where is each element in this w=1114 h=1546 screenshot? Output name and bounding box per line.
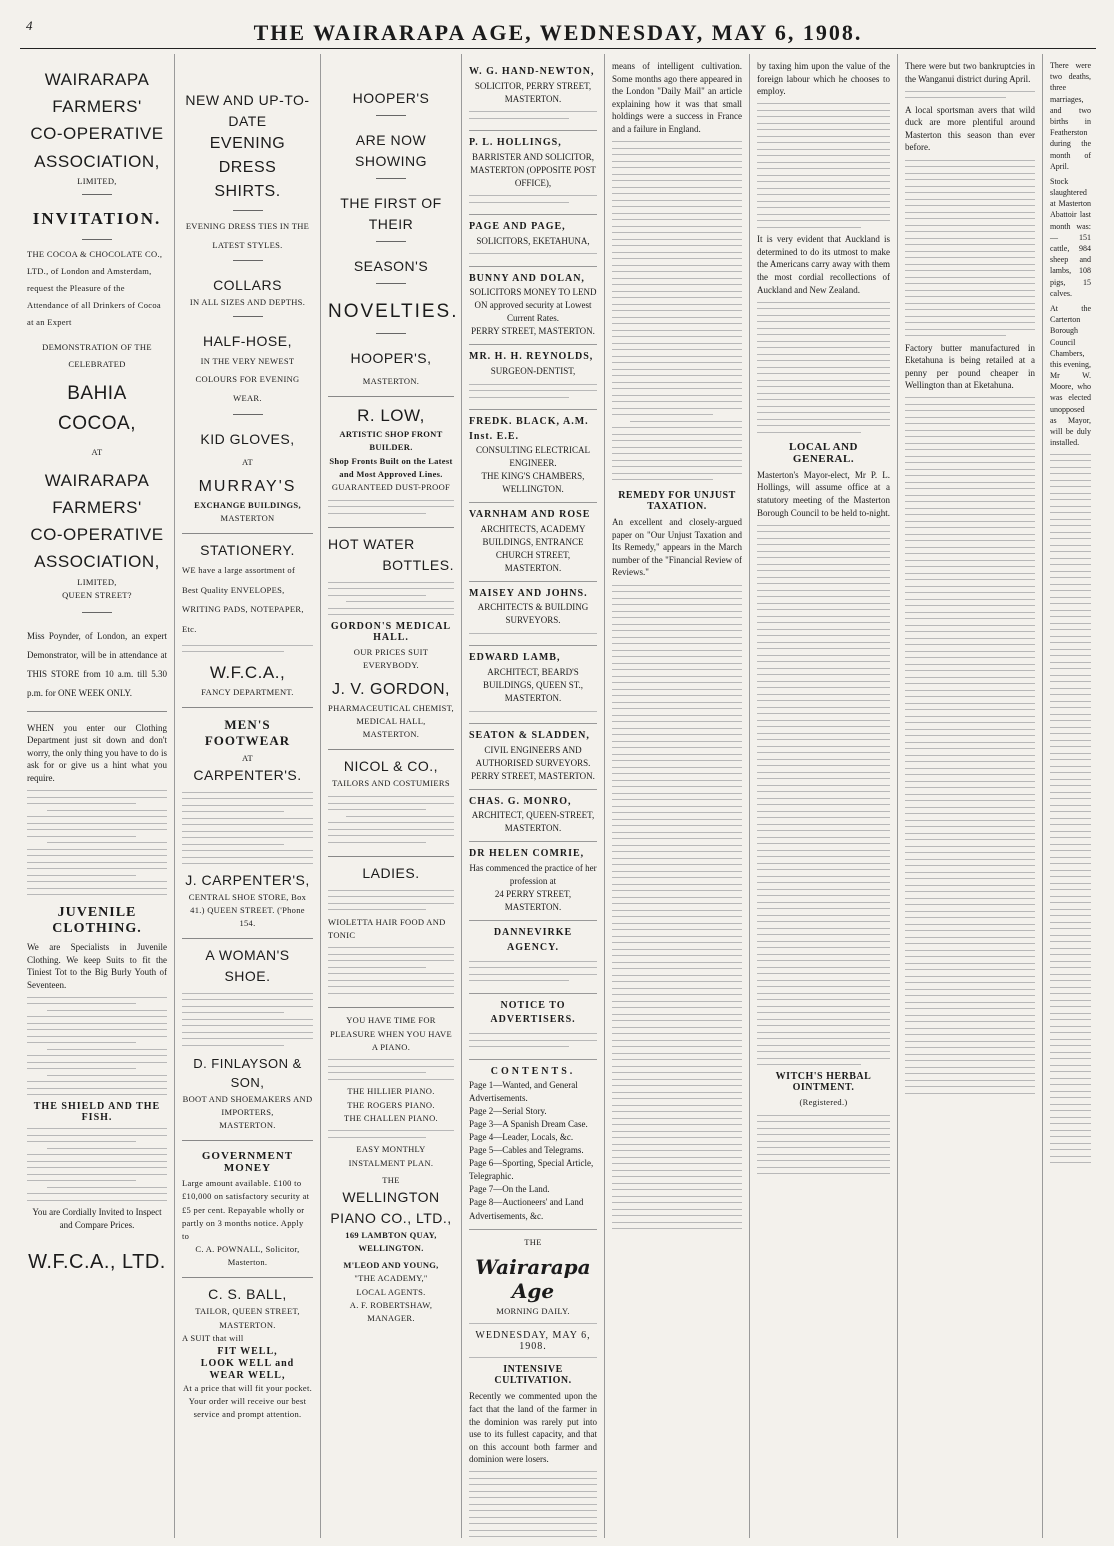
half-hose-sub: IN THE VERY NEWEST COLOURS FOR EVENING WEAR. bbox=[195, 355, 300, 403]
hot-water: HOT WATER bbox=[328, 536, 415, 553]
ointment-sub: (Registered.) bbox=[799, 1097, 848, 1108]
wfca2-name-2: FARMERS' bbox=[52, 498, 142, 518]
column-6 bbox=[750, 54, 898, 1538]
low-name: R. LOW, bbox=[357, 405, 425, 425]
column-4 bbox=[462, 54, 605, 1538]
wellington-piano: WELLINGTON PIANO CO., LTD., bbox=[330, 1188, 452, 1226]
demonstration: DEMONSTRATION OF THE CELEBRATED bbox=[42, 341, 152, 369]
finlayson-sub: BOOT AND SHOEMAKERS AND IMPORTERS, bbox=[182, 1093, 313, 1117]
poynder-notice: Miss Poynder, of London, an expert Demonstrator, will be in attendance at THIS STORE from 10 a.m. till 5.30 p.m. for ONE WEEK ONLY. bbox=[27, 630, 167, 698]
remedy-continued: by taxing him upon the value of the foreign labour which he chooses to employ. bbox=[757, 61, 890, 97]
carpenter-ad bbox=[182, 708, 313, 939]
wfca2-name-3: CO-OPERATIVE bbox=[30, 525, 164, 545]
contents-item: Page 1—Wanted, and General Advertisements. bbox=[469, 1080, 578, 1104]
contents-item: Page 2—Serial Story. bbox=[469, 1106, 547, 1117]
ball-sub: TAILOR, QUEEN STREET, MASTERTON. bbox=[195, 1306, 300, 1330]
col8-intro: There were two deaths, three marriages, and two births in Featherston during the month of April. bbox=[1050, 61, 1091, 171]
col7-intro: There were but two bankruptcies in the Wanganui district during April. bbox=[905, 61, 1035, 84]
time-for-pleasure: YOU HAVE TIME FOR PLEASURE WHEN YOU HAVE A PIANO. bbox=[330, 1015, 452, 1052]
queen-street: QUEEN STREET? bbox=[62, 589, 132, 600]
govt-money-ad bbox=[182, 1141, 313, 1278]
hot-water-ad bbox=[328, 528, 454, 750]
card-dannevirke: DANNEVIRKE AGENCY. bbox=[469, 921, 597, 994]
low-dust: GUARANTEED DUST-PROOF bbox=[331, 481, 451, 492]
wfca-cocoa-ad bbox=[27, 60, 167, 712]
local-agents: LOCAL AGENTS. bbox=[356, 1286, 426, 1297]
wioletta: WIOLETTA HAIR FOOD AND TONIC bbox=[328, 916, 446, 940]
remedy-text: An excellent and closely-argued paper on "Our Unjust Taxation and Its Remedy," appears in the March number of the "Financial Review of Reviews." bbox=[612, 517, 742, 578]
dress-line-1: NEW AND UP-TO- bbox=[185, 92, 310, 108]
clothing-intro: WHEN you enter our Clothing Department just sit down and don't worry, the only thing you have to do is ask for or give us a hint what you require. bbox=[27, 722, 167, 783]
challen-piano: THE CHALLEN PIANO. bbox=[344, 1112, 438, 1123]
leader-text: Recently we commented upon the fact that the land of the farmer in the dominion was rarely put into use to its fullest capacity, and that on this account both farmer and dominion were losers. bbox=[469, 1391, 597, 1465]
exchange-buildings: EXCHANGE BUILDINGS, bbox=[194, 499, 301, 510]
wfca-name-4: ASSOCIATION, bbox=[34, 151, 160, 171]
leader-continued-body bbox=[612, 141, 742, 480]
contents-item: Page 3—A Spanish Dream Case. bbox=[469, 1119, 588, 1130]
nicol-ad bbox=[328, 750, 454, 857]
card-monro: CHAS. G. MONRO, ARCHITECT, QUEEN-STREET, MASTERTON. bbox=[469, 790, 597, 843]
dress-line-2: DATE bbox=[228, 113, 267, 129]
robertshaw: A. F. ROBERTSHAW, MANAGER. bbox=[349, 1299, 433, 1323]
hoopers-title: HOOPER'S bbox=[352, 90, 430, 106]
first-of-their: THE FIRST OF THEIR bbox=[340, 195, 442, 232]
dress-line-3: EVENING DRESS bbox=[209, 135, 286, 176]
local-general-heading: LOCAL AND GENERAL. bbox=[789, 440, 858, 465]
card-bunny: BUNNY AND DOLAN, SOLICITORS MONEY TO LEND ON approved security at Lowest Current Rates. PERRY STREET, MASTERTON. bbox=[469, 267, 597, 346]
page-number: 4 bbox=[26, 18, 33, 33]
piano-ad bbox=[328, 1008, 454, 1333]
bottles: BOTTLES. bbox=[382, 557, 454, 574]
low-ad bbox=[328, 397, 454, 528]
wfca-name-2: FARMERS' bbox=[52, 97, 142, 117]
stationery-sub: WE have a large assortment of Best Quality ENVELOPES, WRITING PADS, NOTEPAPER, Etc. bbox=[182, 565, 304, 634]
juvenile-heading: JUVENILE CLOTHING. bbox=[52, 905, 142, 936]
card-hollings: P. L. HOLLINGS, BARRISTER AND SOLICITOR, MASTERTON (OPPOSITE POST OFFICE), bbox=[469, 131, 597, 215]
collars-sub: IN ALL SIZES AND DEPTHS. bbox=[189, 297, 306, 308]
card-black: FREDK. BLACK, A.M. Inst. E.E. CONSULTING ELECTRICAL ENGINEER. THE KING'S CHAMBERS, WELLINGTON. bbox=[469, 410, 597, 503]
ball-fit: FIT WELL, bbox=[217, 1345, 278, 1357]
card-comrie: DR HELEN COMRIE, Has commenced the practice of her profession at 24 PERRY STREET, MASTERTON. bbox=[469, 842, 597, 921]
column-1 bbox=[20, 54, 175, 1538]
contents-item: Page 7—On the Land. bbox=[469, 1184, 550, 1195]
carterton-council: At the Carterton Borough Council Chambers, this evening, Mr W. Moore, who was elected unopposed as Mayor, will be duly installed. bbox=[1050, 303, 1091, 448]
govt-sub: Large amount available. £100 to £10,000 on satisfactory security at £5 per cent. Repayable wholly or partly on 3 months notice. Apply to bbox=[182, 1178, 310, 1241]
ball-order: Your order will receive our best service and prompt attention. bbox=[188, 1396, 307, 1420]
leader-heading: INTENSIVE CULTIVATION. bbox=[494, 1364, 572, 1387]
govt-money: GOVERNMENT MONEY bbox=[201, 1150, 294, 1175]
contents-item: Page 4—Leader, Locals, &c. bbox=[469, 1132, 574, 1143]
wfca-footer: W.F.C.A., LTD. bbox=[28, 1250, 166, 1273]
medical-hall: MEDICAL HALL, MASTERTON. bbox=[356, 716, 426, 740]
hillier-piano: THE HILLIER PIANO. bbox=[347, 1086, 435, 1097]
wild-duck: A local sportsman avers that wild duck are more plentiful around Masterton this season than ever before. bbox=[905, 104, 1035, 153]
fancy-department: FANCY DEPARTMENT. bbox=[201, 686, 294, 697]
leader-continued: means of intelligent cultivation. Some months ago there appeared in the London "Daily Mail" an article explaining how it was that small holdings were a success in France and a failure in England. bbox=[612, 61, 742, 134]
paper-nameplate bbox=[469, 1230, 597, 1538]
dateline: WEDNESDAY, MAY 6, 1908. bbox=[475, 1329, 591, 1352]
hoopers-sign: HOOPER'S, bbox=[350, 349, 432, 366]
j-carpenters: J. CARPENTER'S, bbox=[185, 871, 310, 888]
ball-look: LOOK WELL and bbox=[200, 1357, 295, 1369]
carpenter-address: CENTRAL SHOE STORE, Box 41.) QUEEN STREET. ('Phone 154. bbox=[188, 891, 307, 928]
card-lamb: EDWARD LAMB, ARCHITECT, BEARD'S BUILDINGS, QUEEN ST., MASTERTON. bbox=[469, 646, 597, 724]
nameplate-the: THE bbox=[524, 1236, 542, 1247]
card-varnham: VARNHAM AND ROSE ARCHITECTS, ACADEMY BUILDINGS, ENTRANCE CHURCH STREET, MASTERTON. bbox=[469, 503, 597, 582]
murrays-masterton: MASTERTON bbox=[220, 512, 275, 523]
contents-item: Page 6—Sporting, Special Article, Telegraphic. bbox=[469, 1158, 594, 1182]
card-newton: W. G. HAND-NEWTON, SOLICITOR, PERRY STREET, MASTERTON. bbox=[469, 60, 597, 131]
ball-price: At a price that will fit your pocket. bbox=[182, 1382, 313, 1393]
morning-daily: MORNING DAILY. bbox=[496, 1305, 570, 1316]
collars: COLLARS bbox=[213, 277, 282, 294]
juvenile-body bbox=[27, 997, 167, 1096]
closing-invite: You are Cordially Invited to Inspect and Compare Prices. bbox=[32, 1207, 162, 1230]
kid-gloves: KID GLOVES, bbox=[200, 430, 295, 447]
wfca2-limited: LIMITED, bbox=[77, 576, 117, 587]
seasons: SEASON'S bbox=[353, 258, 429, 274]
stock-slaughtered: Stock slaughtered at Masterton Abattoir last month was:— 151 cattle, 984 sheep and lambs, 108 pigs, 15 calves. bbox=[1050, 176, 1091, 298]
ball-suit: A SUIT that will bbox=[182, 1332, 244, 1343]
piano-the: THE bbox=[382, 1174, 400, 1185]
notice-advertisers: NOTICE TO ADVERTISERS. bbox=[469, 994, 597, 1060]
columns bbox=[20, 54, 1096, 1538]
novelties: NOVELTIES. bbox=[328, 301, 459, 322]
low-sub: Shop Fronts Built on the Latest and Most Approved Lines. bbox=[329, 455, 453, 479]
low-artistic: ARTISTIC SHOP FRONT BUILDER. bbox=[339, 429, 443, 453]
our-prices: OUR PRICES SUIT EVERYBODY. bbox=[353, 646, 429, 670]
factory-butter: Factory butter manufactured in Eketahuna is being retailed at a penny per pound cheaper in Wellington than at Eketahuna. bbox=[905, 342, 1035, 391]
womans-shoe: A WOMAN'S SHOE. bbox=[205, 947, 290, 985]
ladies-heading: LADIES. bbox=[362, 865, 420, 882]
carpenters: CARPENTER'S. bbox=[193, 767, 302, 784]
rogers-piano: THE ROGERS PIANO. bbox=[347, 1099, 435, 1110]
column-7 bbox=[898, 54, 1043, 1538]
invitation-heading: INVITATION. bbox=[32, 208, 162, 228]
gordon-medical-hall: GORDON'S MEDICAL HALL. bbox=[330, 620, 452, 643]
remedy-heading: REMEDY FOR UNJUST TAXATION. bbox=[618, 490, 736, 513]
footwear-at: AT bbox=[242, 752, 253, 763]
dress-ties: EVENING DRESS TIES IN THE LATEST STYLES. bbox=[185, 221, 310, 250]
clothing-ad bbox=[27, 712, 167, 1286]
lambton-quay: 169 LAMBTON QUAY, WELLINGTON. bbox=[345, 1229, 437, 1254]
nicol-name: NICOL & CO., bbox=[343, 758, 439, 775]
juvenile-intro: We are Specialists in Juvenile Clothing. We keep Suits to fit the Tiniest Tot to the Big Burly Youth of Seventeen. bbox=[27, 942, 167, 990]
column-2 bbox=[175, 54, 321, 1538]
ball-ad bbox=[182, 1278, 313, 1429]
card-reynolds: MR. H. H. REYNOLDS, SURGEON-DENTIST, bbox=[469, 345, 597, 410]
auckland-paragraph: It is very evident that Auckland is determined to do its utmost to make the Americans carry away with them the most cordial recollections of Auckland and New Zealand. bbox=[757, 234, 890, 295]
stationery: STATIONERY. bbox=[200, 542, 295, 559]
contents-item: Page 5—Cables and Telegrams. bbox=[469, 1145, 584, 1156]
finlayson: D. FINLAYSON & SON, bbox=[193, 1055, 302, 1091]
jv-gordon: J. V. GORDON, bbox=[332, 680, 450, 698]
mens-footwear: MEN'S FOOTWEAR bbox=[204, 716, 291, 748]
newspaper-title: THE WAIRARAPA AGE, WEDNESDAY, MAY 6, 1908. bbox=[253, 20, 863, 45]
half-hose: HALF-HOSE, bbox=[202, 332, 292, 349]
cocoa-intro: THE COCOA & CHOCOLATE CO., LTD., of London and Amsterdam, request the Pleasure of the Attendance of all Drinkers of Cocoa at an Expert bbox=[27, 248, 163, 327]
at-label: AT bbox=[91, 446, 103, 457]
remedy-body bbox=[612, 585, 742, 1230]
card-page: PAGE AND PAGE, SOLICITORS, EKETAHUNA, bbox=[469, 215, 597, 267]
are-now-showing: ARE NOW SHOWING bbox=[355, 132, 427, 169]
contents-item: Page 8—Auctioneers' and Land Advertisements, &c. bbox=[469, 1197, 584, 1221]
wfca-name-3: CO-OPERATIVE bbox=[30, 124, 164, 144]
bahia-cocoa: BAHIA COCOA, bbox=[58, 382, 136, 435]
wfca2-name-1: WAIRARAPA bbox=[44, 470, 150, 490]
clothing-body bbox=[27, 790, 167, 895]
pharmaceutical: PHARMACEUTICAL CHEMIST, bbox=[328, 702, 454, 713]
wfca2-name-4: ASSOCIATION, bbox=[34, 552, 160, 572]
ladies-ad bbox=[328, 857, 454, 1008]
wfca-fancy: W.F.C.A., bbox=[209, 663, 286, 683]
shield-fish: THE SHIELD AND THE FISH. bbox=[33, 1100, 161, 1123]
ball-wear: WEAR WELL, bbox=[209, 1369, 286, 1381]
govt-signature: C. A. POWNALL, Solicitor, Masterton. bbox=[195, 1244, 300, 1268]
column-5 bbox=[605, 54, 750, 1538]
wfca-limited: LIMITED, bbox=[77, 175, 117, 186]
ointment-heading: WITCH'S HERBAL OINTMENT. bbox=[775, 1071, 872, 1094]
easy-monthly: EASY MONTHLY INSTALMENT PLAN. bbox=[348, 1144, 434, 1168]
nicol-sub: TAILORS AND COSTUMIERS bbox=[332, 778, 450, 789]
hoopers-ad bbox=[328, 60, 459, 397]
wfca-name-1: WAIRARAPA bbox=[44, 70, 150, 89]
womans-shoe-ad bbox=[182, 939, 313, 1141]
hoopers-masterton: MASTERTON. bbox=[362, 375, 420, 386]
dress-line-4: SHIRTS. bbox=[214, 183, 281, 200]
card-maisey: MAISEY AND JOHNS. ARCHITECTS & BUILDING SURVEYORS. bbox=[469, 582, 597, 647]
evening-dress-ad bbox=[182, 60, 313, 534]
column-8 bbox=[1043, 54, 1098, 1538]
murrays: MURRAY'S bbox=[198, 477, 297, 495]
column-3 bbox=[321, 54, 462, 1538]
nameplate-title: Wairarapa Age bbox=[475, 1254, 591, 1303]
finlayson-address: MASTERTON. bbox=[219, 1120, 276, 1131]
stationery-ad bbox=[182, 534, 313, 708]
ball-name: C. S. BALL, bbox=[208, 1286, 287, 1303]
mleod-young: M'LEOD AND YOUNG, bbox=[343, 1260, 439, 1271]
contents-box: CONTENTS. Page 1—Wanted, and General Advertisements. Page 2—Serial Story. Page 3—A Spanish Dream Case. Page 4—Leader, Locals, &c. Page 5—Cables and Telegrams. Page 6—Sporting, Special Article, Telegraphic. Page 7—On the Land. Page 8—Auctioneers' and Land Advertisements, &c. bbox=[469, 1060, 597, 1230]
masthead bbox=[20, 8, 1096, 49]
card-seaton: SEATON & SLADDEN, CIVIL ENGINEERS AND AUTHORISED SURVEYORS. PERRY STREET, MASTERTON. bbox=[469, 724, 597, 790]
the-academy: "THE ACADEMY," bbox=[354, 1273, 428, 1284]
gloves-at: AT bbox=[242, 456, 253, 467]
local-general-text: Masterton's Mayor-elect, Mr P. L. Hollings, will assume office at a statutory meeting of the Masterton Borough Council to be held to-night. bbox=[757, 469, 890, 518]
